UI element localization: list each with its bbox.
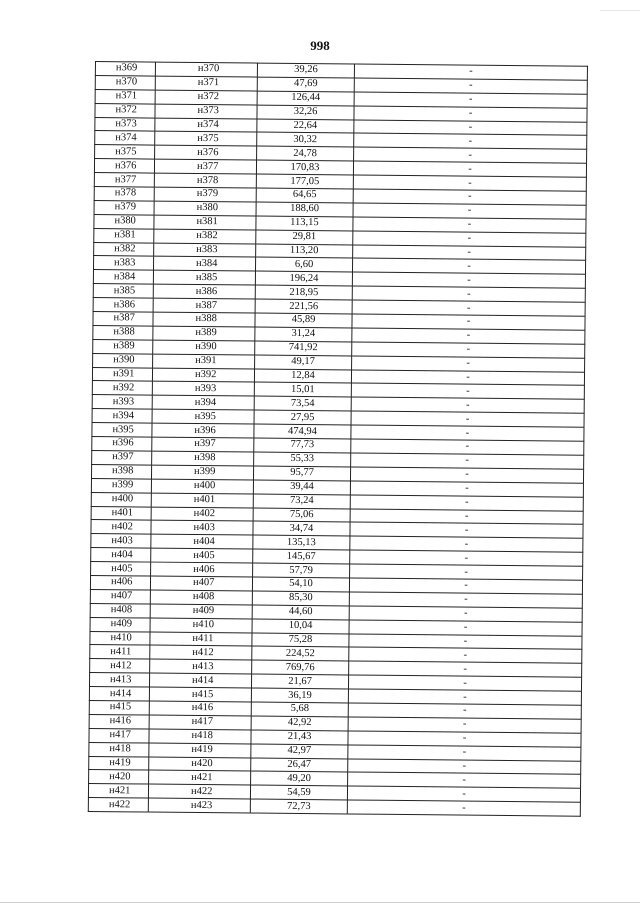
length-cell: 73,54 — [254, 396, 351, 411]
from-point-cell: н376 — [94, 159, 154, 173]
from-point-cell: н400 — [91, 492, 151, 506]
to-point-cell: н418 — [149, 729, 251, 744]
length-cell: 57,79 — [253, 563, 350, 578]
length-cell: 49,20 — [251, 771, 348, 786]
from-point-cell: н395 — [92, 423, 152, 437]
to-point-cell: н422 — [148, 784, 250, 799]
from-point-cell: н393 — [92, 395, 152, 409]
note-cell: - — [350, 564, 583, 580]
from-point-cell: н401 — [91, 506, 151, 520]
note-cell: - — [352, 328, 585, 344]
to-point-cell: н408 — [150, 590, 252, 605]
length-cell: 145,67 — [253, 549, 350, 564]
from-point-cell: н413 — [89, 673, 149, 687]
from-point-cell: н415 — [89, 700, 149, 714]
to-point-cell: н377 — [154, 159, 256, 174]
from-point-cell: н408 — [90, 603, 150, 617]
to-point-cell: н371 — [155, 76, 257, 91]
length-cell: 39,26 — [257, 63, 354, 78]
to-point-cell: н373 — [155, 104, 257, 119]
to-point-cell: н392 — [152, 368, 254, 383]
from-point-cell: н417 — [89, 728, 149, 742]
to-point-cell: н405 — [151, 548, 253, 563]
note-cell: - — [354, 92, 587, 108]
to-point-cell: н421 — [149, 770, 251, 785]
note-cell: - — [353, 175, 586, 191]
to-point-cell: н407 — [150, 576, 252, 591]
to-point-cell: н417 — [149, 715, 251, 730]
from-point-cell: н380 — [94, 214, 154, 228]
to-point-cell: н381 — [154, 215, 256, 230]
from-point-cell: н375 — [95, 145, 155, 159]
length-cell: 27,95 — [254, 410, 351, 425]
coordinates-table — [88, 61, 588, 817]
note-cell: - — [352, 286, 585, 302]
from-point-cell: н388 — [93, 325, 153, 339]
note-cell: - — [354, 106, 587, 122]
to-point-cell: н387 — [153, 298, 255, 313]
from-point-cell: н420 — [89, 770, 149, 784]
note-cell: - — [351, 397, 584, 413]
from-point-cell: н392 — [92, 381, 152, 395]
length-cell: 196,24 — [255, 271, 352, 286]
from-point-cell: н394 — [92, 409, 152, 423]
length-cell: 44,60 — [252, 605, 349, 620]
note-cell: - — [351, 411, 584, 427]
note-cell: - — [348, 717, 581, 733]
length-cell: 218,95 — [255, 285, 352, 300]
to-point-cell: н400 — [151, 479, 253, 494]
to-point-cell: н374 — [155, 118, 257, 133]
note-cell: - — [350, 550, 583, 566]
from-point-cell: н387 — [93, 312, 153, 326]
to-point-cell: н378 — [154, 173, 256, 188]
note-cell: - — [351, 453, 584, 469]
to-point-cell: н402 — [151, 507, 253, 522]
note-cell: - — [349, 592, 582, 608]
from-point-cell: н410 — [90, 631, 150, 645]
from-point-cell: н369 — [95, 62, 155, 76]
from-point-cell: н409 — [90, 617, 150, 631]
note-cell: - — [354, 120, 587, 136]
to-point-cell: н401 — [151, 493, 253, 508]
note-cell: - — [353, 231, 586, 247]
to-point-cell: н404 — [151, 534, 253, 549]
length-cell: 224,52 — [252, 646, 349, 661]
length-cell: 32,26 — [257, 105, 354, 120]
length-cell: 769,76 — [252, 660, 349, 675]
length-cell: 36,19 — [251, 688, 348, 703]
note-cell: - — [349, 606, 582, 622]
length-cell: 22,64 — [257, 119, 354, 134]
length-cell: 72,73 — [250, 799, 347, 814]
to-point-cell: н419 — [149, 743, 251, 758]
length-cell: 29,81 — [256, 230, 353, 245]
from-point-cell: н389 — [93, 339, 153, 353]
length-cell: 474,94 — [254, 424, 351, 439]
length-cell: 21,43 — [251, 730, 348, 745]
to-point-cell: н376 — [155, 145, 257, 160]
from-point-cell: н403 — [91, 534, 151, 548]
from-point-cell: н379 — [94, 200, 154, 214]
length-cell: 39,44 — [253, 480, 350, 495]
length-cell: 34,74 — [253, 521, 350, 536]
to-point-cell: н414 — [149, 673, 251, 688]
note-cell: - — [348, 745, 581, 761]
length-cell: 73,24 — [253, 494, 350, 509]
note-cell: - — [351, 425, 584, 441]
length-cell: 188,60 — [256, 202, 353, 217]
from-point-cell: н404 — [91, 548, 151, 562]
from-point-cell: н371 — [95, 89, 155, 103]
from-point-cell: н374 — [95, 131, 155, 145]
to-point-cell: н413 — [150, 659, 252, 674]
note-cell: - — [348, 758, 581, 774]
note-cell: - — [348, 772, 581, 788]
length-cell: 42,92 — [251, 716, 348, 731]
from-point-cell: н382 — [94, 242, 154, 256]
scan-bottom-line — [0, 902, 640, 903]
note-cell: - — [348, 675, 581, 691]
length-cell: 5,68 — [251, 702, 348, 717]
from-point-cell: н385 — [93, 284, 153, 298]
length-cell: 135,13 — [253, 535, 350, 550]
note-cell: - — [353, 203, 586, 219]
from-point-cell: н390 — [93, 353, 153, 367]
note-cell: - — [353, 245, 586, 261]
to-point-cell: н420 — [149, 757, 251, 772]
from-point-cell: н422 — [88, 798, 148, 812]
to-point-cell: н389 — [153, 326, 255, 341]
length-cell: 55,33 — [254, 452, 351, 467]
to-point-cell: н382 — [154, 229, 256, 244]
from-point-cell: н383 — [93, 256, 153, 270]
to-point-cell: н375 — [155, 132, 257, 147]
length-cell: 24,78 — [257, 146, 354, 161]
to-point-cell: н409 — [150, 604, 252, 619]
from-point-cell: н384 — [93, 270, 153, 284]
note-cell: - — [348, 703, 581, 719]
length-cell: 54,10 — [252, 577, 349, 592]
note-cell: - — [353, 189, 586, 205]
to-point-cell: н406 — [151, 562, 253, 577]
note-cell: - — [352, 258, 585, 274]
length-cell: 15,01 — [254, 383, 351, 398]
from-point-cell: н377 — [94, 173, 154, 187]
note-cell: - — [349, 661, 582, 677]
note-cell: - — [347, 800, 580, 816]
note-cell: - — [352, 342, 585, 358]
to-point-cell: н386 — [153, 284, 255, 299]
from-point-cell: н414 — [89, 687, 149, 701]
length-cell: 47,69 — [257, 77, 354, 92]
note-cell: - — [349, 578, 582, 594]
length-cell: 177,05 — [256, 174, 353, 189]
length-cell: 12,84 — [254, 369, 351, 384]
to-point-cell: н391 — [153, 354, 255, 369]
length-cell: 126,44 — [257, 91, 354, 106]
to-point-cell: н395 — [152, 409, 254, 424]
to-point-cell: н394 — [152, 395, 254, 410]
length-cell: 49,17 — [255, 355, 352, 370]
from-point-cell: н391 — [92, 367, 152, 381]
from-point-cell: н412 — [90, 659, 150, 673]
length-cell: 741,92 — [255, 341, 352, 356]
note-cell: - — [354, 147, 587, 163]
note-cell: - — [348, 731, 581, 747]
to-point-cell: н385 — [153, 270, 255, 285]
note-cell: - — [350, 522, 583, 538]
note-cell: - — [352, 356, 585, 372]
from-point-cell: н398 — [91, 464, 151, 478]
from-point-cell: н372 — [95, 103, 155, 117]
length-cell: 26,47 — [251, 758, 348, 773]
from-point-cell: н407 — [90, 589, 150, 603]
to-point-cell: н388 — [153, 312, 255, 327]
to-point-cell: н412 — [150, 645, 252, 660]
length-cell: 113,15 — [256, 216, 353, 231]
to-point-cell: н370 — [155, 62, 257, 77]
length-cell: 6,60 — [255, 258, 352, 273]
from-point-cell: н405 — [91, 562, 151, 576]
note-cell: - — [350, 467, 583, 483]
note-cell: - — [354, 133, 587, 149]
length-cell: 42,97 — [251, 744, 348, 759]
to-point-cell: н372 — [155, 90, 257, 105]
length-cell: 45,89 — [255, 313, 352, 328]
to-point-cell: н390 — [153, 340, 255, 355]
to-point-cell: н423 — [148, 798, 250, 813]
from-point-cell: н399 — [91, 478, 151, 492]
note-cell: - — [348, 689, 581, 705]
to-point-cell: н411 — [150, 632, 252, 647]
note-cell: - — [351, 370, 584, 386]
from-point-cell: н378 — [94, 187, 154, 201]
note-cell: - — [351, 383, 584, 399]
to-point-cell: н384 — [153, 257, 255, 272]
from-point-cell: н416 — [89, 714, 149, 728]
to-point-cell: н399 — [151, 465, 253, 480]
from-point-cell: н381 — [94, 228, 154, 242]
to-point-cell: н396 — [152, 423, 254, 438]
length-cell: 113,20 — [256, 244, 353, 259]
to-point-cell: н416 — [149, 701, 251, 716]
length-cell: 64,65 — [256, 188, 353, 203]
to-point-cell: н397 — [152, 437, 254, 452]
note-cell: - — [351, 439, 584, 455]
from-point-cell: н396 — [92, 437, 152, 451]
from-point-cell: н402 — [91, 520, 151, 534]
note-cell: - — [354, 64, 587, 80]
note-cell: - — [350, 495, 583, 511]
to-point-cell: н379 — [154, 187, 256, 202]
from-point-cell: н370 — [95, 75, 155, 89]
to-point-cell: н380 — [154, 201, 256, 216]
note-cell: - — [353, 161, 586, 177]
length-cell: 31,24 — [255, 327, 352, 342]
note-cell: - — [352, 314, 585, 330]
from-point-cell: н397 — [92, 450, 152, 464]
to-point-cell: н398 — [152, 451, 254, 466]
note-cell: - — [353, 217, 586, 233]
from-point-cell: н373 — [95, 117, 155, 131]
length-cell: 21,67 — [251, 674, 348, 689]
scan-edge-mark — [600, 0, 640, 11]
length-cell: 30,32 — [257, 133, 354, 148]
length-cell: 221,56 — [255, 299, 352, 314]
table-container — [88, 61, 587, 817]
length-cell: 170,83 — [256, 160, 353, 175]
note-cell: - — [350, 508, 583, 524]
length-cell: 75,06 — [253, 508, 350, 523]
table-body — [88, 62, 587, 817]
note-cell: - — [349, 620, 582, 636]
length-cell: 95,77 — [253, 466, 350, 481]
length-cell: 77,73 — [254, 438, 351, 453]
from-point-cell: н418 — [89, 742, 149, 756]
from-point-cell: н406 — [90, 575, 150, 589]
note-cell: - — [349, 647, 582, 663]
from-point-cell: н419 — [89, 756, 149, 770]
to-point-cell: н410 — [150, 618, 252, 633]
note-cell: - — [350, 481, 583, 497]
page-number: 998 — [310, 38, 330, 53]
note-cell: - — [352, 300, 585, 316]
note-cell: - — [347, 786, 580, 802]
length-cell: 75,28 — [252, 633, 349, 648]
to-point-cell: н393 — [152, 382, 254, 397]
length-cell: 10,04 — [252, 619, 349, 634]
to-point-cell: н383 — [154, 243, 256, 258]
length-cell: 54,59 — [250, 785, 347, 800]
to-point-cell: н415 — [149, 687, 251, 702]
from-point-cell: н386 — [93, 298, 153, 312]
note-cell: - — [354, 78, 587, 94]
length-cell: 85,30 — [252, 591, 349, 606]
note-cell: - — [352, 272, 585, 288]
from-point-cell: н421 — [88, 784, 148, 798]
note-cell: - — [349, 633, 582, 649]
note-cell: - — [350, 536, 583, 552]
to-point-cell: н403 — [151, 520, 253, 535]
from-point-cell: н411 — [90, 645, 150, 659]
